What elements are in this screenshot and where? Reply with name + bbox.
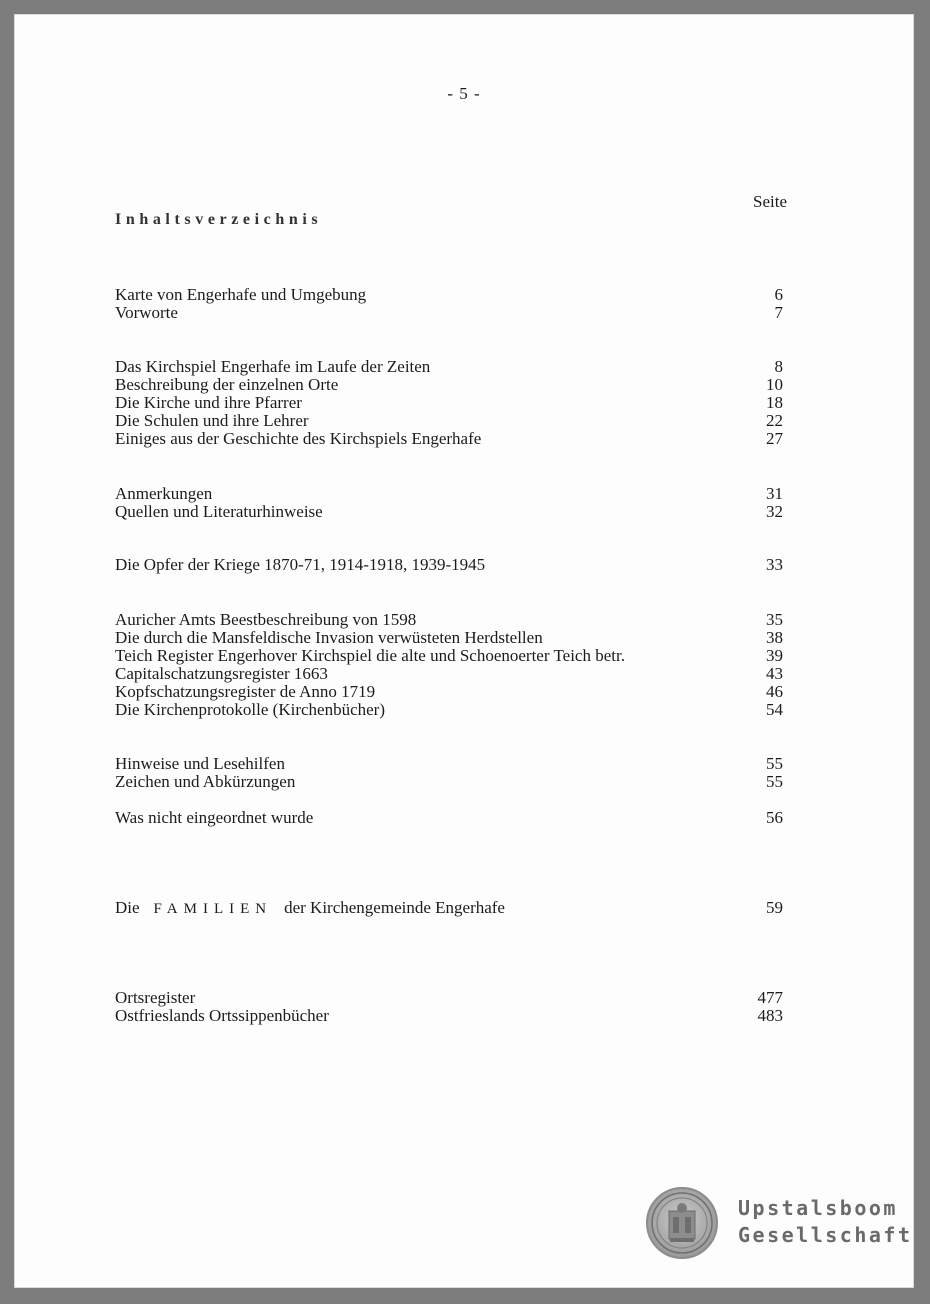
toc-entry-title: Vorworte	[115, 303, 178, 322]
toc-entry-familien	[115, 898, 783, 917]
familien-suffix: der Kirchengemeinde Engerhafe	[284, 898, 505, 917]
toc-entry-page: 54	[766, 700, 783, 719]
toc-entry	[115, 754, 783, 773]
document-page	[14, 14, 914, 1288]
toc-entry-title: Capitalschatzungsregister 1663	[115, 664, 328, 683]
toc-entry	[115, 502, 783, 521]
toc-entry	[115, 772, 783, 791]
toc-entry	[115, 303, 783, 322]
toc-entry-page: 55	[766, 754, 783, 773]
familien-emphasis: FAMILIEN	[153, 901, 273, 917]
toc-entry-page: 6	[774, 285, 783, 304]
toc-entry-title: Was nicht eingeordnet wurde	[115, 808, 314, 827]
toc-entry	[115, 285, 783, 304]
toc-entry-title: Auricher Amts Beestbeschreibung von 1598	[115, 610, 417, 629]
toc-entry-page: 33	[766, 555, 783, 574]
toc-entry	[115, 664, 783, 683]
toc-entry-page: 38	[766, 628, 783, 647]
toc-entry-title: Die Kirchenprotokolle (Kirchenbücher)	[115, 700, 385, 719]
toc-entry	[115, 1006, 783, 1025]
toc-entry-title: Quellen und Literaturhinweise	[115, 502, 323, 521]
toc-entry-title: Ortsregister	[115, 988, 196, 1007]
toc-entry-page: 27	[766, 429, 783, 448]
toc-entry-page: 46	[766, 682, 783, 701]
toc-entry	[115, 988, 783, 1007]
toc-entry-title: Die durch die Mansfeldische Invasion verwüsteten Herdstellen	[115, 628, 543, 647]
toc-entry-page: 10	[766, 375, 783, 394]
toc-entry	[115, 555, 783, 574]
toc-entry-page: 43	[766, 664, 783, 683]
toc-entry	[115, 646, 783, 665]
toc-entry	[115, 375, 783, 394]
toc-entry	[115, 429, 783, 448]
toc-entry-page: 31	[766, 484, 783, 503]
toc-entry-page: 32	[766, 502, 783, 521]
toc-entry	[115, 357, 783, 376]
toc-entry-title: Einiges aus der Geschichte des Kirchspiels Engerhafe	[115, 429, 482, 448]
toc-entry-page: 59	[766, 898, 783, 917]
toc-entry-page: 483	[757, 1006, 783, 1025]
toc-entry-page: 56	[766, 808, 783, 827]
toc-entry-page: 8	[774, 357, 783, 376]
toc-entry	[115, 610, 783, 629]
logo-text	[738, 1195, 913, 1249]
toc-entry-title: Beschreibung der einzelnen Orte	[115, 375, 339, 394]
toc-entry	[115, 682, 783, 701]
toc-entry-page: 55	[766, 772, 783, 791]
toc-entry-title: Teich Register Engerhover Kirchspiel die alte und Schoenoerter Teich betr.	[115, 646, 625, 665]
toc-entry-page: 7	[774, 303, 783, 322]
toc-entry-title: Kopfschatzungsregister de Anno 1719	[115, 682, 376, 701]
toc-entry-page: 22	[766, 411, 783, 430]
toc-heading: Inhaltsverzeichnis	[115, 211, 323, 228]
toc-entry-title	[115, 898, 505, 919]
toc-entry-page: 477	[757, 988, 783, 1007]
toc-entry-page: 18	[766, 393, 783, 412]
toc-entry-title: Zeichen und Abkürzungen	[115, 772, 296, 791]
toc-entry-title: Das Kirchspiel Engerhafe im Laufe der Zeiten	[115, 357, 431, 376]
toc-entry-title: Die Opfer der Kriege 1870-71, 1914-1918, 1939-1945	[115, 555, 486, 574]
seal-icon	[646, 1187, 718, 1259]
toc-entry-title: Die Kirche und ihre Pfarrer	[115, 393, 302, 412]
toc-entry	[115, 411, 783, 430]
toc-entry	[115, 393, 783, 412]
toc-entry-page: 35	[766, 610, 783, 629]
toc-entry	[115, 484, 783, 503]
toc-entry-title: Anmerkungen	[115, 484, 213, 503]
toc-entry-title: Die Schulen und ihre Lehrer	[115, 411, 309, 430]
toc-entry	[115, 700, 783, 719]
toc-entry	[115, 808, 783, 827]
toc-entry	[115, 628, 783, 647]
logo-line2: Gesellschaft	[738, 1223, 913, 1247]
toc-entry-title: Ostfrieslands Ortssippenbücher	[115, 1006, 329, 1025]
familien-prefix: Die	[115, 898, 140, 917]
seite-label: Seite	[753, 192, 787, 211]
toc-entry-title: Hinweise und Lesehilfen	[115, 754, 285, 773]
toc-entry-title: Karte von Engerhafe und Umgebung	[115, 285, 367, 304]
society-logo	[646, 1187, 913, 1259]
toc-entry-page: 39	[766, 646, 783, 665]
logo-line1: Upstalsboom	[738, 1196, 898, 1220]
page-number: - 5 -	[447, 84, 481, 103]
